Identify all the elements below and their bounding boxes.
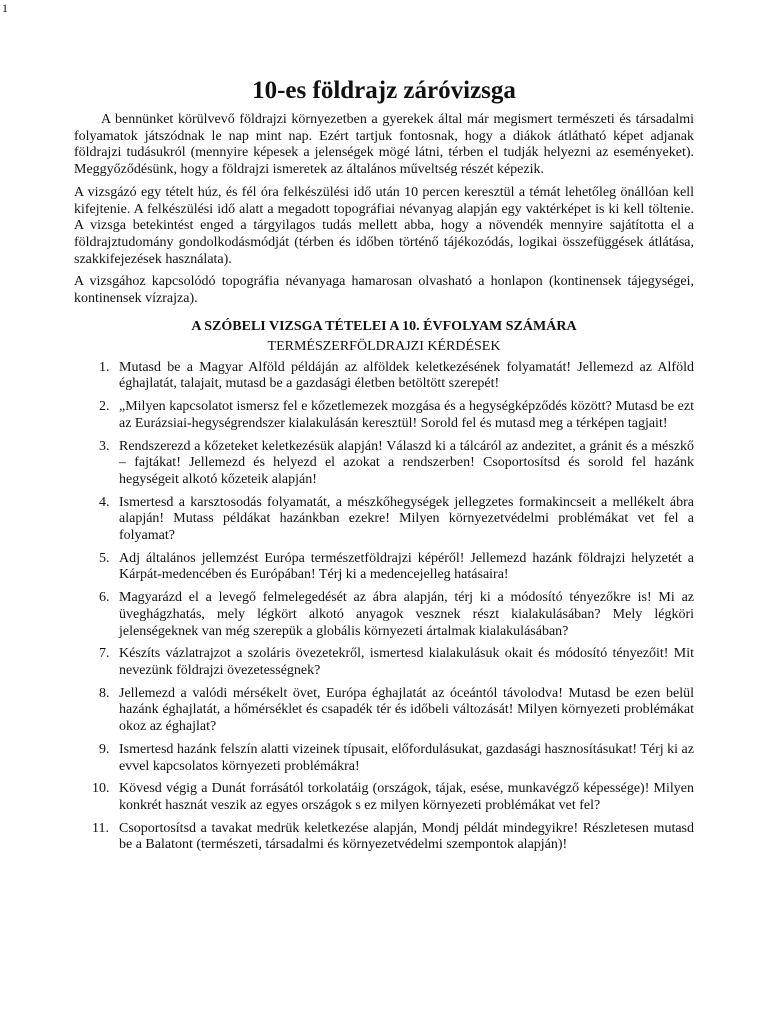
question-number: 11. <box>92 820 109 836</box>
question-number: 9. <box>99 741 110 757</box>
question-text: Adj általános jellemzést Európa természetföldrajzi képéről! Jellemezd hazánk földrajzi helyzetét a Kárpát-medencében és Európában! Térj ki a medencejelleg hatásaira! <box>119 550 694 583</box>
question-number: 4. <box>99 494 110 510</box>
question-number: 1. <box>99 359 110 375</box>
document-body <box>74 76 694 860</box>
question-number: 2. <box>99 399 110 415</box>
question-item <box>74 590 694 640</box>
question-number: 6. <box>99 590 110 606</box>
question-item <box>74 686 694 736</box>
question-item <box>74 439 694 489</box>
question-number: 5. <box>99 550 110 566</box>
question-text: Mutasd be a Magyar Alföld példáján az alföldek keletkezésének folyamatát! Jellemezd az Alföld éghajlatát, talajait, mutasd be a gazdasági életben betöltött szerepét! <box>119 359 694 392</box>
subsection-title: TERMÉSZERFÖLDRAJZI KÉRDÉSEK <box>267 338 501 354</box>
question-number: 8. <box>99 685 110 701</box>
question-text: Csoportosítsd a tavakat medrük keletkezése alapján, Mondj példát mindegyikre! Részletesen mutasd be a Balatont (természeti, társadalmi és környezetvédelmi szempontok alapján)! <box>119 820 694 853</box>
intro-paragraph: A vizsgázó egy tételt húz, és fél óra felkészülési idő után 10 percen keresztül a témát lehetőleg önállóan kell kifejtenie. A felkészülési idő alatt a megadott topográfiai névanyag alapján egy vaktérképet is ki kell töltenie. A vizsga betekintést enged a tárgyilagos tudás mellett abba, hogy a növendék mennyire sajátította el a földrajztudomány gondolkodásmódját (térben és időben történő tájékozódás, logikai összefüggések átlátása, szakkifejezések használata). <box>74 184 694 267</box>
question-text: „Milyen kapcsolatot ismersz fel e kőzetlemezek mozgása és a hegységképződés között? Mutasd be ezt az Eurázsiai-hegységrendszer kialakulásán keresztül! Sorold fel és mutasd meg a térképen tagjait! <box>119 399 694 431</box>
question-text: Kövesd végig a Dunát forrásától torkolatáig (országok, tájak, esése, munkavégző képessége)! Milyen konkrét hasznát veszik az egyes országok s ez milyen környezeti problémákat vet fel? <box>119 781 694 813</box>
intro-paragraph: A vizsgához kapcsolódó topográfia névanyaga hamarosan olvasható a honlapon (kontinensek tájegységei, kontinensek vízrajza). <box>74 274 694 307</box>
document-title: 10-es földrajz záróvizsga <box>252 77 516 104</box>
question-number: 3. <box>99 438 110 454</box>
question-number: 10. <box>92 781 110 797</box>
question-text: Ismertesd hazánk felszín alatti vizeinek típusait, előfordulásukat, gazdasági hasznosításukat! Térj ki az evvel kapcsolatos környezeti problémákra! <box>119 741 694 774</box>
question-text: Rendszerezd a kőzeteket keletkezésük alapján! Válaszd ki a tálcáról az andezitet, a gránit és a mészkő – fajtákat! Jellemezd és helyezd el azokat a rendszerben! Csoportosítsd és sorold fel hazánk hegységeit alkotó kőzeteik alapján! <box>119 438 694 487</box>
question-item <box>74 781 694 814</box>
question-item <box>74 646 694 679</box>
question-item <box>74 821 694 854</box>
question-item <box>74 360 694 393</box>
question-number: 7. <box>99 646 110 662</box>
section-title: A SZÓBELI VIZSGA TÉTELEI A 10. ÉVFOLYAM SZÁMÁRA <box>191 318 577 334</box>
question-list <box>74 360 694 854</box>
question-item <box>74 742 694 775</box>
question-text: Jellemezd a valódi mérsékelt övet, Európa éghajlatát az óceántól távolodva! Mutasd be ezen belül hazánk éghajlatát, a hőmérséklet és csapadék tér és időbeli változását! Milyen környezeti problémákat okoz az éghajlat? <box>119 685 694 735</box>
question-item <box>74 495 694 545</box>
question-item <box>74 399 694 432</box>
intro-paragraph: A bennünket körülvevő földrajzi környezetben a gyerekek által már megismert természeti és társadalmi folyamatok játszódnak le nap mint nap. Ezért tartjuk fontosnak, hogy a diákok átlátható képet adjanak földrajzi tudásukról (mennyire képesek a jelenségek mögé látni, térben el tudják helyezni az eseményeket). Meggyőződésünk, hogy a földrajzi ismeretek az általános műveltség részét képezik. <box>74 112 694 178</box>
question-item <box>74 551 694 584</box>
question-text: Készíts vázlatrajzot a szoláris övezetekről, ismertesd kialakulásuk okait és módosító tényezőit! Mit nevezünk földrajzi övezetességnek? <box>119 646 694 678</box>
page-number: 1 <box>2 1 8 15</box>
question-text: Ismertesd a karsztosodás folyamatát, a mészkőhegységek jellegzetes formakincseit a mellékelt ábra alapján! Mutass példákat hazánkban ezekre! Milyen környezetvédelmi problémákat vet fel a folyamat? <box>119 494 694 544</box>
question-text: Magyarázd el a levegő felmelegedését az ábra alapján, térj ki a módosító tényezőkre is! Mi az üveghágzhatás, mely légkört alkotó anyagok vesznek részt kialakulásában? Mely légköri jelenségeknek van még szerepük a globális környezeti ártalmak kialakulásában? <box>119 590 694 639</box>
